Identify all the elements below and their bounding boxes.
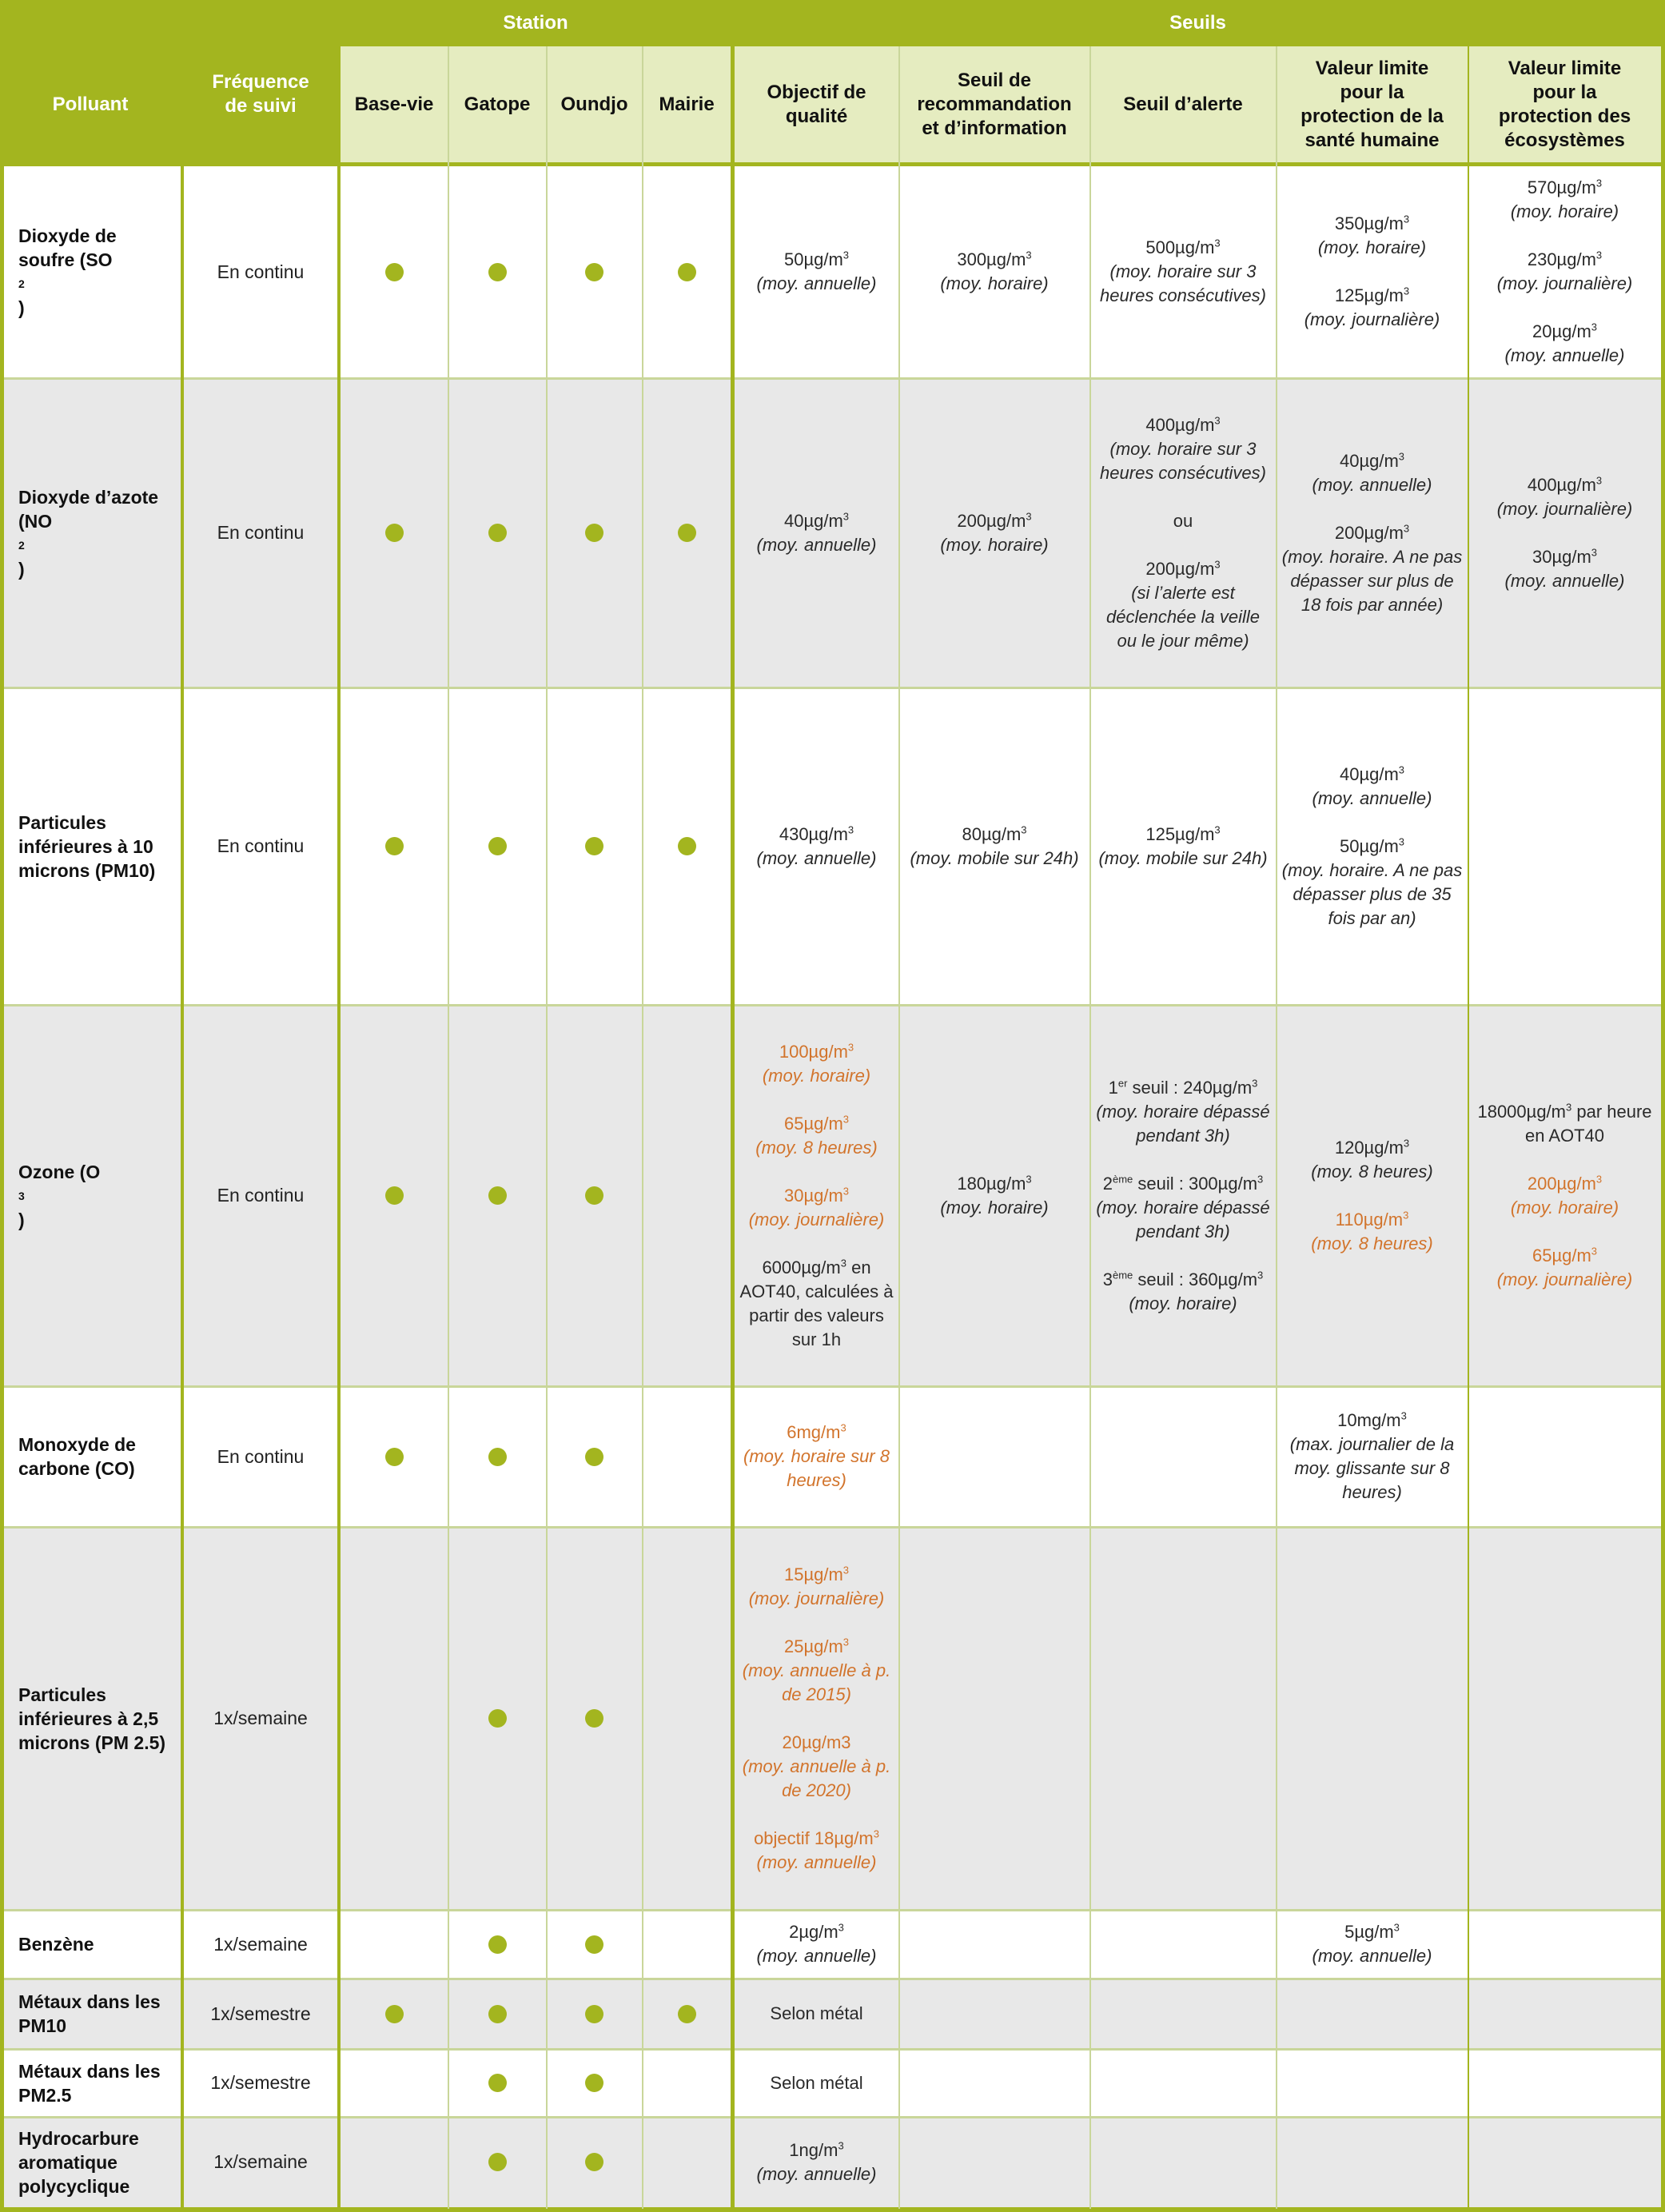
monitoring-frequency: 1x/semestre (210, 2072, 311, 2093)
threshold-value: $125\mu g/m^3$ (1145, 823, 1221, 844)
threshold-value: $430\mu g/m^3$ (779, 823, 854, 844)
threshold-objectif (735, 165, 898, 378)
threshold-value: $200\mu g/m^3$ (1527, 1173, 1603, 1194)
station-cell (643, 165, 731, 378)
threshold-sante (1277, 1005, 1468, 1386)
threshold-note: (moy. horaire) (940, 273, 1049, 293)
threshold-value: $570\mu g/m^3$ (1527, 177, 1603, 197)
monitored-dot-icon (585, 1709, 603, 1728)
monitored-dot-icon (585, 1448, 603, 1466)
threshold-value: $25\mu g/m^3$ (783, 1636, 850, 1656)
monitored-dot-icon (385, 837, 404, 855)
threshold-note: (moy. journalière) (1304, 309, 1440, 329)
station-cell (341, 1386, 448, 1527)
threshold-value: $120\mu g/m^3$ (1334, 1137, 1410, 1158)
threshold-note: (moy. horaire) (940, 534, 1049, 555)
col-header-objectif: Objectif de qualité (735, 46, 898, 162)
threshold-note: (moy. horaire) (1129, 1293, 1237, 1313)
station-cell (547, 688, 642, 1005)
threshold-alerte (1090, 1527, 1276, 1910)
threshold-objectif (735, 2117, 898, 2207)
monitored-dot-icon (678, 837, 696, 855)
station-cell (547, 165, 642, 378)
threshold-note: (moy. 8 heures) (1311, 1161, 1433, 1182)
threshold-note: (moy. annuelle à p. de 2020) (742, 1756, 891, 1800)
threshold-sante (1277, 1386, 1468, 1527)
threshold-note: (max. journalier de la moy. glissante sur 8 heures) (1289, 1434, 1455, 1502)
threshold-value: $18000\mu g/m^3$ par heure en AOT40 (1477, 1101, 1652, 1146)
col-header-station-mairie: Mairie (643, 46, 731, 162)
pollutant-name: Monoxyde de carbone (CO) (18, 1434, 136, 1479)
threshold-note: (moy. journalière) (748, 1588, 885, 1608)
monitoring-frequency: 1x/semaine (213, 1708, 308, 1728)
threshold-value: ou (1173, 510, 1193, 531)
monitoring-frequency: 1x/semaine (213, 1933, 308, 1955)
threshold-note: (moy. horaire) (940, 1197, 1049, 1218)
monitored-dot-icon (488, 263, 507, 281)
threshold-note: (moy. horaire) (1317, 237, 1427, 257)
threshold-note: (moy. 8 heures) (1311, 1233, 1433, 1253)
station-cell (643, 1005, 731, 1386)
monitored-dot-icon (488, 837, 507, 855)
threshold-value: objectif $18\mu g/m^3$ (754, 1827, 879, 1848)
monitored-dot-icon (488, 2153, 507, 2171)
monitored-dot-icon (488, 2074, 507, 2092)
threshold-objectif (735, 1005, 898, 1386)
table-border-bottom (0, 2207, 1665, 2212)
threshold-value: $40\mu g/m^3$ (1339, 450, 1405, 471)
threshold-note: (moy. annuelle) (756, 273, 877, 293)
threshold-value: $1ng/m^3$ (789, 2139, 844, 2160)
station-cell (341, 1910, 448, 1979)
threshold-sante (1277, 2049, 1468, 2117)
threshold-recommandation (899, 688, 1089, 1005)
monitoring-frequency: En continu (217, 522, 305, 543)
station-cell (643, 688, 731, 1005)
threshold-value: Selon métal (770, 2072, 863, 2093)
threshold-recommandation (899, 1005, 1089, 1386)
pollutant-name: Particules inférieures à 2,5 microns (PM 2.5) (18, 1684, 166, 1753)
threshold-value: 20µg/m3 (782, 1732, 851, 1752)
threshold-note: (moy. horaire sur 8 heures) (743, 1446, 890, 1490)
threshold-note: (moy. mobile sur 24h) (1098, 847, 1268, 868)
threshold-recommandation (899, 378, 1089, 688)
threshold-note: (moy. horaire) (1510, 1197, 1619, 1218)
threshold-alerte (1090, 1386, 1276, 1527)
pollutant-name: Hydrocarbure aromatique polycyclique (18, 2127, 139, 2197)
threshold-value: $5\mu g/m^3$ (1344, 1921, 1400, 1942)
threshold-value: $80\mu g/m^3$ (962, 823, 1027, 844)
threshold-alerte (1090, 1005, 1276, 1386)
monitoring-frequency: En continu (217, 835, 305, 856)
threshold-value: $40\mu g/m^3$ (1339, 763, 1405, 784)
threshold-value: $200\mu g/m^3$ (1145, 558, 1221, 579)
threshold-value: $100\mu g/m^3$ (779, 1041, 854, 1062)
threshold-value: $50\mu g/m^3$ (1339, 835, 1405, 856)
pollutant-name: Ozone (O 3 ) (18, 1161, 101, 1230)
monitored-dot-icon (678, 2005, 696, 2023)
threshold-note: (moy. 8 heures) (755, 1137, 878, 1158)
col-divider-thick (337, 46, 341, 162)
monitored-dot-icon (488, 1935, 507, 1954)
col-header-polluant: Polluant (52, 93, 129, 115)
threshold-objectif (735, 1527, 898, 1910)
threshold-alerte (1090, 165, 1276, 378)
threshold-note: (moy. horaire sur 3 heures consécutives) (1100, 261, 1266, 305)
station-cell (547, 1910, 642, 1979)
station-cell (643, 1386, 731, 1527)
threshold-objectif (735, 1386, 898, 1527)
monitoring-frequency: 1x/semaine (213, 2151, 308, 2172)
station-cell (643, 1527, 731, 1910)
col-header-station-gatope: Gatope (448, 46, 546, 162)
threshold-note: (si l’alerte est déclenchée la veille ou le jour même) (1105, 582, 1261, 651)
station-cell (547, 2049, 642, 2117)
monitoring-frequency: En continu (217, 1185, 305, 1206)
monitored-dot-icon (385, 1448, 404, 1466)
station-cell (448, 1005, 546, 1386)
threshold-value: $30\mu g/m^3$ (1532, 546, 1598, 567)
threshold-note: (moy. annuelle) (1312, 1946, 1432, 1966)
threshold-note: (moy. annuelle) (1312, 474, 1432, 495)
threshold-alerte (1090, 1910, 1276, 1979)
monitored-dot-icon (385, 1186, 404, 1205)
col-header-station-oundjo: Oundjo (547, 46, 642, 162)
threshold-note: (moy. annuelle) (756, 847, 877, 868)
station-cell (341, 1527, 448, 1910)
threshold-ecosystemes (1468, 688, 1661, 1005)
threshold-value: $50\mu g/m^3$ (783, 249, 850, 269)
threshold-recommandation (899, 165, 1089, 378)
threshold-note: (moy. journalière) (748, 1209, 885, 1230)
threshold-recommandation (899, 1527, 1089, 1910)
monitored-dot-icon (488, 1448, 507, 1466)
threshold-sante (1277, 688, 1468, 1005)
threshold-ecosystemes (1468, 165, 1661, 378)
threshold-recommandation (899, 1386, 1089, 1527)
station-cell (448, 2049, 546, 2117)
monitored-dot-icon (385, 524, 404, 542)
station-cell (547, 1979, 642, 2049)
pollutant-name: Métaux dans les PM2.5 (18, 2060, 161, 2106)
threshold-note: (moy. annuelle) (756, 1946, 877, 1966)
threshold-alerte (1090, 2049, 1276, 2117)
station-cell (643, 2117, 731, 2207)
monitoring-frequency: 1x/semestre (210, 2003, 311, 2024)
group-header-seuils: Seuils (1169, 12, 1226, 34)
threshold-sante (1277, 1979, 1468, 2049)
station-cell (448, 1979, 546, 2049)
col-header-station-base-vie: Base-vie (341, 46, 448, 162)
station-cell (448, 1527, 546, 1910)
monitored-dot-icon (385, 2005, 404, 2023)
col-header-sante: Valeur limite pour la protection de la santé humaine (1277, 46, 1468, 162)
col-header-frequence: Fréquence de suivi (212, 71, 309, 117)
threshold-recommandation (899, 1979, 1089, 2049)
threshold-alerte (1090, 688, 1276, 1005)
threshold-ecosystemes (1468, 378, 1661, 688)
monitored-dot-icon (585, 2005, 603, 2023)
threshold-note: (moy. mobile sur 24h) (910, 847, 1079, 868)
group-header-station: Station (503, 12, 568, 34)
threshold-value: 3ème seuil : $360\mu g/m^3$ (1102, 1269, 1264, 1289)
threshold-note: (moy. horaire dépassé pendant 3h) (1096, 1197, 1270, 1242)
threshold-value: $180\mu g/m^3$ (957, 1173, 1032, 1194)
station-cell (341, 2117, 448, 2207)
threshold-value: $110\mu g/m^3$ (1335, 1209, 1409, 1230)
threshold-value: $200\mu g/m^3$ (957, 510, 1032, 531)
pollutant-name: Dioxyde de soufre (SO 2 ) (18, 225, 117, 318)
monitoring-frequency: En continu (217, 1445, 305, 1467)
threshold-note: (moy. horaire dépassé pendant 3h) (1096, 1101, 1270, 1146)
threshold-value: $65\mu g/m^3$ (783, 1113, 850, 1134)
threshold-note: (moy. annuelle) (1504, 345, 1625, 365)
threshold-value: $20\mu g/m^3$ (1532, 321, 1598, 341)
monitored-dot-icon (678, 524, 696, 542)
threshold-alerte (1090, 1979, 1276, 2049)
threshold-value: $6000\mu g/m^3$ en AOT40, calculées à partir des valeurs sur 1h (739, 1257, 894, 1349)
station-cell (547, 378, 642, 688)
threshold-note: (moy. horaire) (1510, 201, 1619, 221)
station-cell (341, 1979, 448, 2049)
monitored-dot-icon (585, 1186, 603, 1205)
threshold-objectif (735, 378, 898, 688)
threshold-note: (moy. annuelle) (1504, 570, 1625, 591)
threshold-objectif (735, 2049, 898, 2117)
station-cell (448, 688, 546, 1005)
threshold-note: (moy. annuelle) (756, 2163, 877, 2184)
threshold-recommandation (899, 2117, 1089, 2207)
monitored-dot-icon (585, 263, 603, 281)
station-cell (643, 378, 731, 688)
threshold-value: 2ème seuil : $300\mu g/m^3$ (1102, 1173, 1264, 1194)
col-header-recommandation: Seuil de recommandation et d’information (899, 46, 1089, 162)
monitored-dot-icon (488, 2005, 507, 2023)
threshold-value: $125\mu g/m^3$ (1334, 285, 1410, 305)
threshold-value: Selon métal (770, 2003, 863, 2023)
monitored-dot-icon (585, 837, 603, 855)
threshold-note: (moy. annuelle) (1312, 787, 1432, 808)
threshold-ecosystemes (1468, 1527, 1661, 1910)
threshold-ecosystemes (1468, 1910, 1661, 1979)
threshold-sante (1277, 165, 1468, 378)
station-cell (341, 688, 448, 1005)
threshold-ecosystemes (1468, 1386, 1661, 1527)
station-cell (341, 2049, 448, 2117)
station-cell (341, 378, 448, 688)
threshold-value: $10mg/m^3$ (1337, 1409, 1407, 1430)
threshold-note: (moy. annuelle) (756, 1851, 877, 1872)
station-cell (341, 1005, 448, 1386)
monitoring-frequency: En continu (217, 261, 305, 282)
station-cell (547, 1527, 642, 1910)
threshold-value: $400\mu g/m^3$ (1145, 414, 1221, 435)
threshold-ecosystemes (1468, 2049, 1661, 2117)
threshold-value: $300\mu g/m^3$ (957, 249, 1032, 269)
threshold-note: (moy. horaire. A ne pas dépasser sur plus de 18 fois par année) (1281, 546, 1463, 615)
threshold-ecosystemes (1468, 1979, 1661, 2049)
threshold-ecosystemes (1468, 2117, 1661, 2207)
station-cell (448, 378, 546, 688)
station-cell (547, 1386, 642, 1527)
monitored-dot-icon (488, 1709, 507, 1728)
monitored-dot-icon (488, 524, 507, 542)
pollutant-name: Dioxyde d’azote (NO 2 ) (18, 486, 159, 580)
col-header-alerte: Seuil d’alerte (1090, 46, 1276, 162)
threshold-recommandation (899, 1910, 1089, 1979)
threshold-value: $30\mu g/m^3$ (783, 1185, 850, 1206)
station-cell (448, 2117, 546, 2207)
threshold-note: (moy. annuelle) (756, 534, 877, 555)
threshold-sante (1277, 378, 1468, 688)
station-cell (547, 2117, 642, 2207)
monitored-dot-icon (678, 263, 696, 281)
station-cell (448, 165, 546, 378)
threshold-value: $350\mu g/m^3$ (1334, 213, 1410, 233)
threshold-note: (moy. horaire) (762, 1065, 871, 1086)
threshold-value: $40\mu g/m^3$ (783, 510, 850, 531)
threshold-sante (1277, 1527, 1468, 1910)
threshold-alerte (1090, 2117, 1276, 2207)
table-border-right (1661, 0, 1665, 2212)
threshold-note: (moy. journalière) (1496, 498, 1633, 519)
monitored-dot-icon (585, 2153, 603, 2171)
monitored-dot-icon (585, 2074, 603, 2092)
station-cell (547, 1005, 642, 1386)
threshold-value: $15\mu g/m^3$ (783, 1564, 850, 1584)
threshold-value: $500\mu g/m^3$ (1145, 237, 1221, 257)
threshold-recommandation (899, 2049, 1089, 2117)
threshold-alerte (1090, 378, 1276, 688)
station-cell (341, 165, 448, 378)
threshold-value: 1er seuil : $240\mu g/m^3$ (1108, 1077, 1258, 1098)
station-cell (643, 1910, 731, 1979)
threshold-sante (1277, 1910, 1468, 1979)
monitored-dot-icon (585, 1935, 603, 1954)
station-cell (448, 1910, 546, 1979)
station-cell (448, 1386, 546, 1527)
threshold-note: (moy. horaire. A ne pas dépasser plus de 35 fois par an) (1281, 859, 1463, 928)
monitored-dot-icon (488, 1186, 507, 1205)
monitored-dot-icon (585, 524, 603, 542)
threshold-objectif (735, 1910, 898, 1979)
threshold-value: $6mg/m^3$ (787, 1421, 846, 1442)
station-cell (643, 1979, 731, 2049)
threshold-objectif (735, 1979, 898, 2049)
monitored-dot-icon (385, 263, 404, 281)
threshold-note: (moy. annuelle à p. de 2015) (742, 1660, 891, 1704)
threshold-objectif (735, 688, 898, 1005)
threshold-note: (moy. horaire sur 3 heures consécutives) (1100, 438, 1266, 483)
pollutant-name: Métaux dans les PM10 (18, 1991, 161, 2036)
pollutant-name: Benzène (18, 1934, 94, 1955)
threshold-value: $2\mu g/m^3$ (789, 1921, 844, 1942)
threshold-value: $65\mu g/m^3$ (1532, 1245, 1598, 1265)
threshold-note: (moy. journalière) (1496, 273, 1633, 293)
threshold-value: $400\mu g/m^3$ (1527, 474, 1603, 495)
threshold-value: $200\mu g/m^3$ (1334, 522, 1410, 543)
station-cell (643, 2049, 731, 2117)
threshold-sante (1277, 2117, 1468, 2207)
threshold-value: $230\mu g/m^3$ (1527, 249, 1603, 269)
col-header-ecosystemes: Valeur limite pour la protection des écosystèmes (1468, 46, 1661, 162)
threshold-ecosystemes (1468, 1005, 1661, 1386)
pollutant-name: Particules inférieures à 10 microns (PM10) (18, 811, 156, 881)
threshold-note: (moy. journalière) (1496, 1269, 1633, 1289)
